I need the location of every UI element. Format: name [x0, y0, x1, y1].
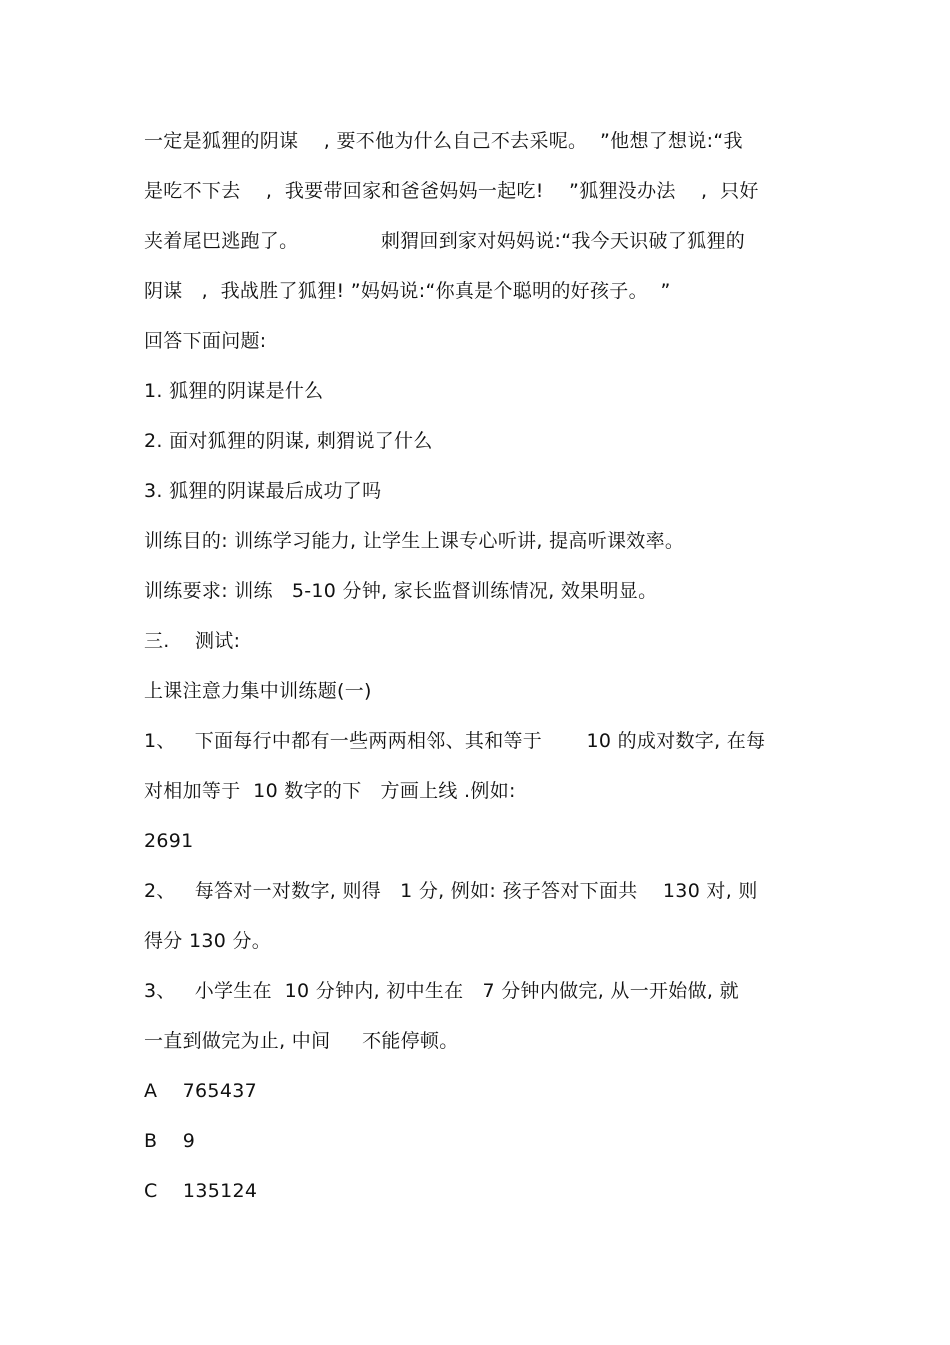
story-line-1: 一定是狐狸的阴谋 , 要不他为什么自己不去采呢。 ”他想了想说:“我 [144, 130, 743, 152]
instruction-1-line-2: 对相加等于 10 数字的下 方画上线 .例如: [144, 780, 516, 802]
story-line-2: 是吃不下去 , 我要带回家和爸爸妈妈一起吃! ”狐狸没办法 , 只好 [144, 180, 759, 202]
row-b: B 9 [144, 1130, 196, 1152]
instruction-3-line-1: 3、 小学生在 10 分钟内, 初中生在 7 分钟内做完, 从一开始做, 就 [144, 980, 739, 1002]
section-heading-test: 三. 测试: [144, 630, 241, 652]
questions-heading: 回答下面问题: [144, 330, 267, 352]
story-line-4: 阴谋 , 我战胜了狐狸! ”妈妈说:“你真是个聪明的好孩子。 ” [144, 280, 671, 302]
instruction-1-line-1: 1、 下面每行中都有一些两两相邻、其和等于 10 的成对数字, 在每 [144, 730, 766, 752]
instruction-3-line-2: 一直到做完为止, 中间 不能停顿。 [144, 1030, 459, 1052]
instruction-2-line-1: 2、 每答对一对数字, 则得 1 分, 例如: 孩子答对下面共 130 对, 则 [144, 880, 758, 902]
example-digits: 2691 [144, 830, 194, 852]
instruction-2-line-2: 得分 130 分。 [144, 930, 272, 952]
row-a: A 765437 [144, 1080, 257, 1102]
row-c: C 135124 [144, 1180, 258, 1202]
training-requirement: 训练要求: 训练 5-10 分钟, 家长监督训练情况, 效果明显。 [144, 580, 658, 602]
question-1: 1. 狐狸的阴谋是什么 [144, 380, 324, 402]
training-purpose: 训练目的: 训练学习能力, 让学生上课专心听讲, 提高听课效率。 [144, 530, 685, 552]
exercise-title: 上课注意力集中训练题(一) [144, 680, 372, 702]
story-line-3: 夹着尾巴逃跑了。 刺猬回到家对妈妈说:“我今天识破了狐狸的 [144, 230, 746, 252]
question-2: 2. 面对狐狸的阴谋, 刺猬说了什么 [144, 430, 433, 452]
question-3: 3. 狐狸的阴谋最后成功了吗 [144, 480, 382, 502]
